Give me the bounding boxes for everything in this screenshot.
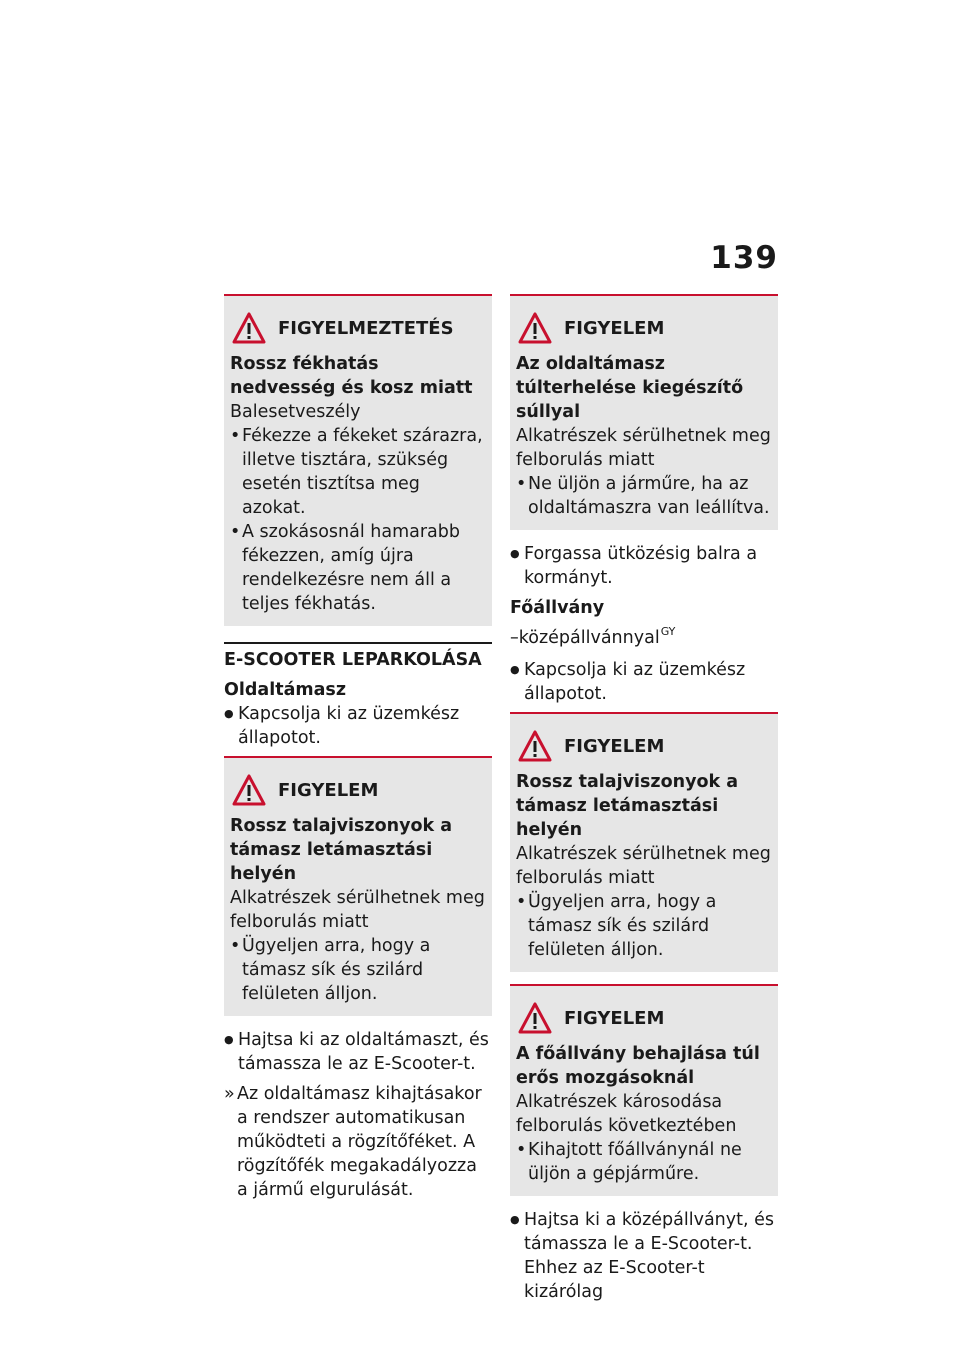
instruction-step: ● Forgassa ütközésig balra a kormányt. <box>510 542 778 590</box>
warning-box <box>224 294 492 626</box>
subsection-heading: Oldaltámasz <box>224 680 347 700</box>
warning-text: Alkatrészek sérülhetnek meg felborulás miatt <box>516 844 771 888</box>
warning-text: Balesetveszély <box>230 402 361 422</box>
warning-heading: Rossz fékhatás nedvesség és kosz miatt <box>230 354 473 398</box>
warning-header <box>518 730 772 762</box>
warning-title: FIGYELEM <box>564 735 665 757</box>
warning-list <box>516 890 772 962</box>
warning-box <box>510 294 778 530</box>
page-number: 139 <box>710 240 778 276</box>
warning-heading: Rossz talajviszonyok a támasz letámasztási helyén <box>516 772 739 840</box>
instruction-step: ● Kapcsolja ki az üzemkész állapotot. <box>510 658 778 706</box>
warning-box <box>510 712 778 972</box>
warning-heading: Az oldaltámasz túlterhelése kiegészítő súllyal <box>516 354 744 422</box>
section-title: E-SCOOTER LEPARKOLÁSA <box>224 642 492 670</box>
warning-list-item: • A szokásosnál hamarabb fékezzen, amíg újra rendelkezésre nem áll a teljes fékhatás. <box>230 520 486 616</box>
warning-list <box>230 424 486 616</box>
warning-title: FIGYELMEZTETÉS <box>278 317 454 339</box>
warning-header <box>518 312 772 344</box>
warning-list <box>516 472 772 520</box>
warning-triangle-icon <box>518 1002 552 1034</box>
warning-header <box>518 1002 772 1034</box>
warning-list <box>230 934 486 1006</box>
warning-header <box>232 312 486 344</box>
warning-list-item: • Ügyeljen arra, hogy a támasz sík és szilárd felületen álljon. <box>230 934 486 1006</box>
warning-list <box>516 1138 772 1186</box>
result-note: » Az oldaltámasz kihajtásakor a rendszer automatikusan működteti a rögzítőféket. A rögzítőfék megakadályozza a jármű elgurulását. <box>224 1082 492 1202</box>
warning-title: FIGYELEM <box>564 1007 665 1029</box>
subsection-heading: Főállvány <box>510 598 605 618</box>
warning-list-item: • Ne üljön a járműre, ha az oldaltámaszra van leállítva. <box>516 472 772 520</box>
left-column <box>224 294 492 1202</box>
instruction-step: ● Hajtsa ki a középállványt, és támassza le a E-Scooter-t. Ehhez az E-Scooter-t kizárólag <box>510 1208 778 1304</box>
variant-label <box>510 620 778 650</box>
warning-list-item: • Kihajtott főállványnál ne üljön a gépjárműre. <box>516 1138 772 1186</box>
instruction-step: ● Hajtsa ki az oldaltámaszt, és támassza le az E-Scooter-t. <box>224 1028 492 1076</box>
warning-box <box>510 984 778 1196</box>
warning-title: FIGYELEM <box>278 779 379 801</box>
warning-heading: A főállvány behajlása túl erős mozgásoknál <box>516 1044 760 1088</box>
variant-superscript: GY <box>660 625 676 638</box>
warning-heading: Rossz talajviszonyok a támasz letámasztási helyén <box>230 816 453 884</box>
warning-text: Alkatrészek sérülhetnek meg felborulás miatt <box>230 888 485 932</box>
warning-title: FIGYELEM <box>564 317 665 339</box>
warning-triangle-icon <box>232 312 266 344</box>
warning-triangle-icon <box>518 730 552 762</box>
warning-list-item: • Ügyeljen arra, hogy a támasz sík és szilárd felületen álljon. <box>516 890 772 962</box>
warning-list-item: • Fékezze a fékeket szárazra, illetve tisztára, szükség esetén tisztítsa meg azokat. <box>230 424 486 520</box>
warning-triangle-icon <box>232 774 266 806</box>
instruction-step: ● Kapcsolja ki az üzemkész állapotot. <box>224 702 492 750</box>
variant-text: –középállvánnyal <box>510 628 660 648</box>
warning-text: Alkatrészek károsodása felborulás következtében <box>516 1092 737 1136</box>
warning-triangle-icon <box>518 312 552 344</box>
warning-text: Alkatrészek sérülhetnek meg felborulás miatt <box>516 426 771 470</box>
warning-header <box>232 774 486 806</box>
warning-box <box>224 756 492 1016</box>
right-column <box>510 294 778 1310</box>
